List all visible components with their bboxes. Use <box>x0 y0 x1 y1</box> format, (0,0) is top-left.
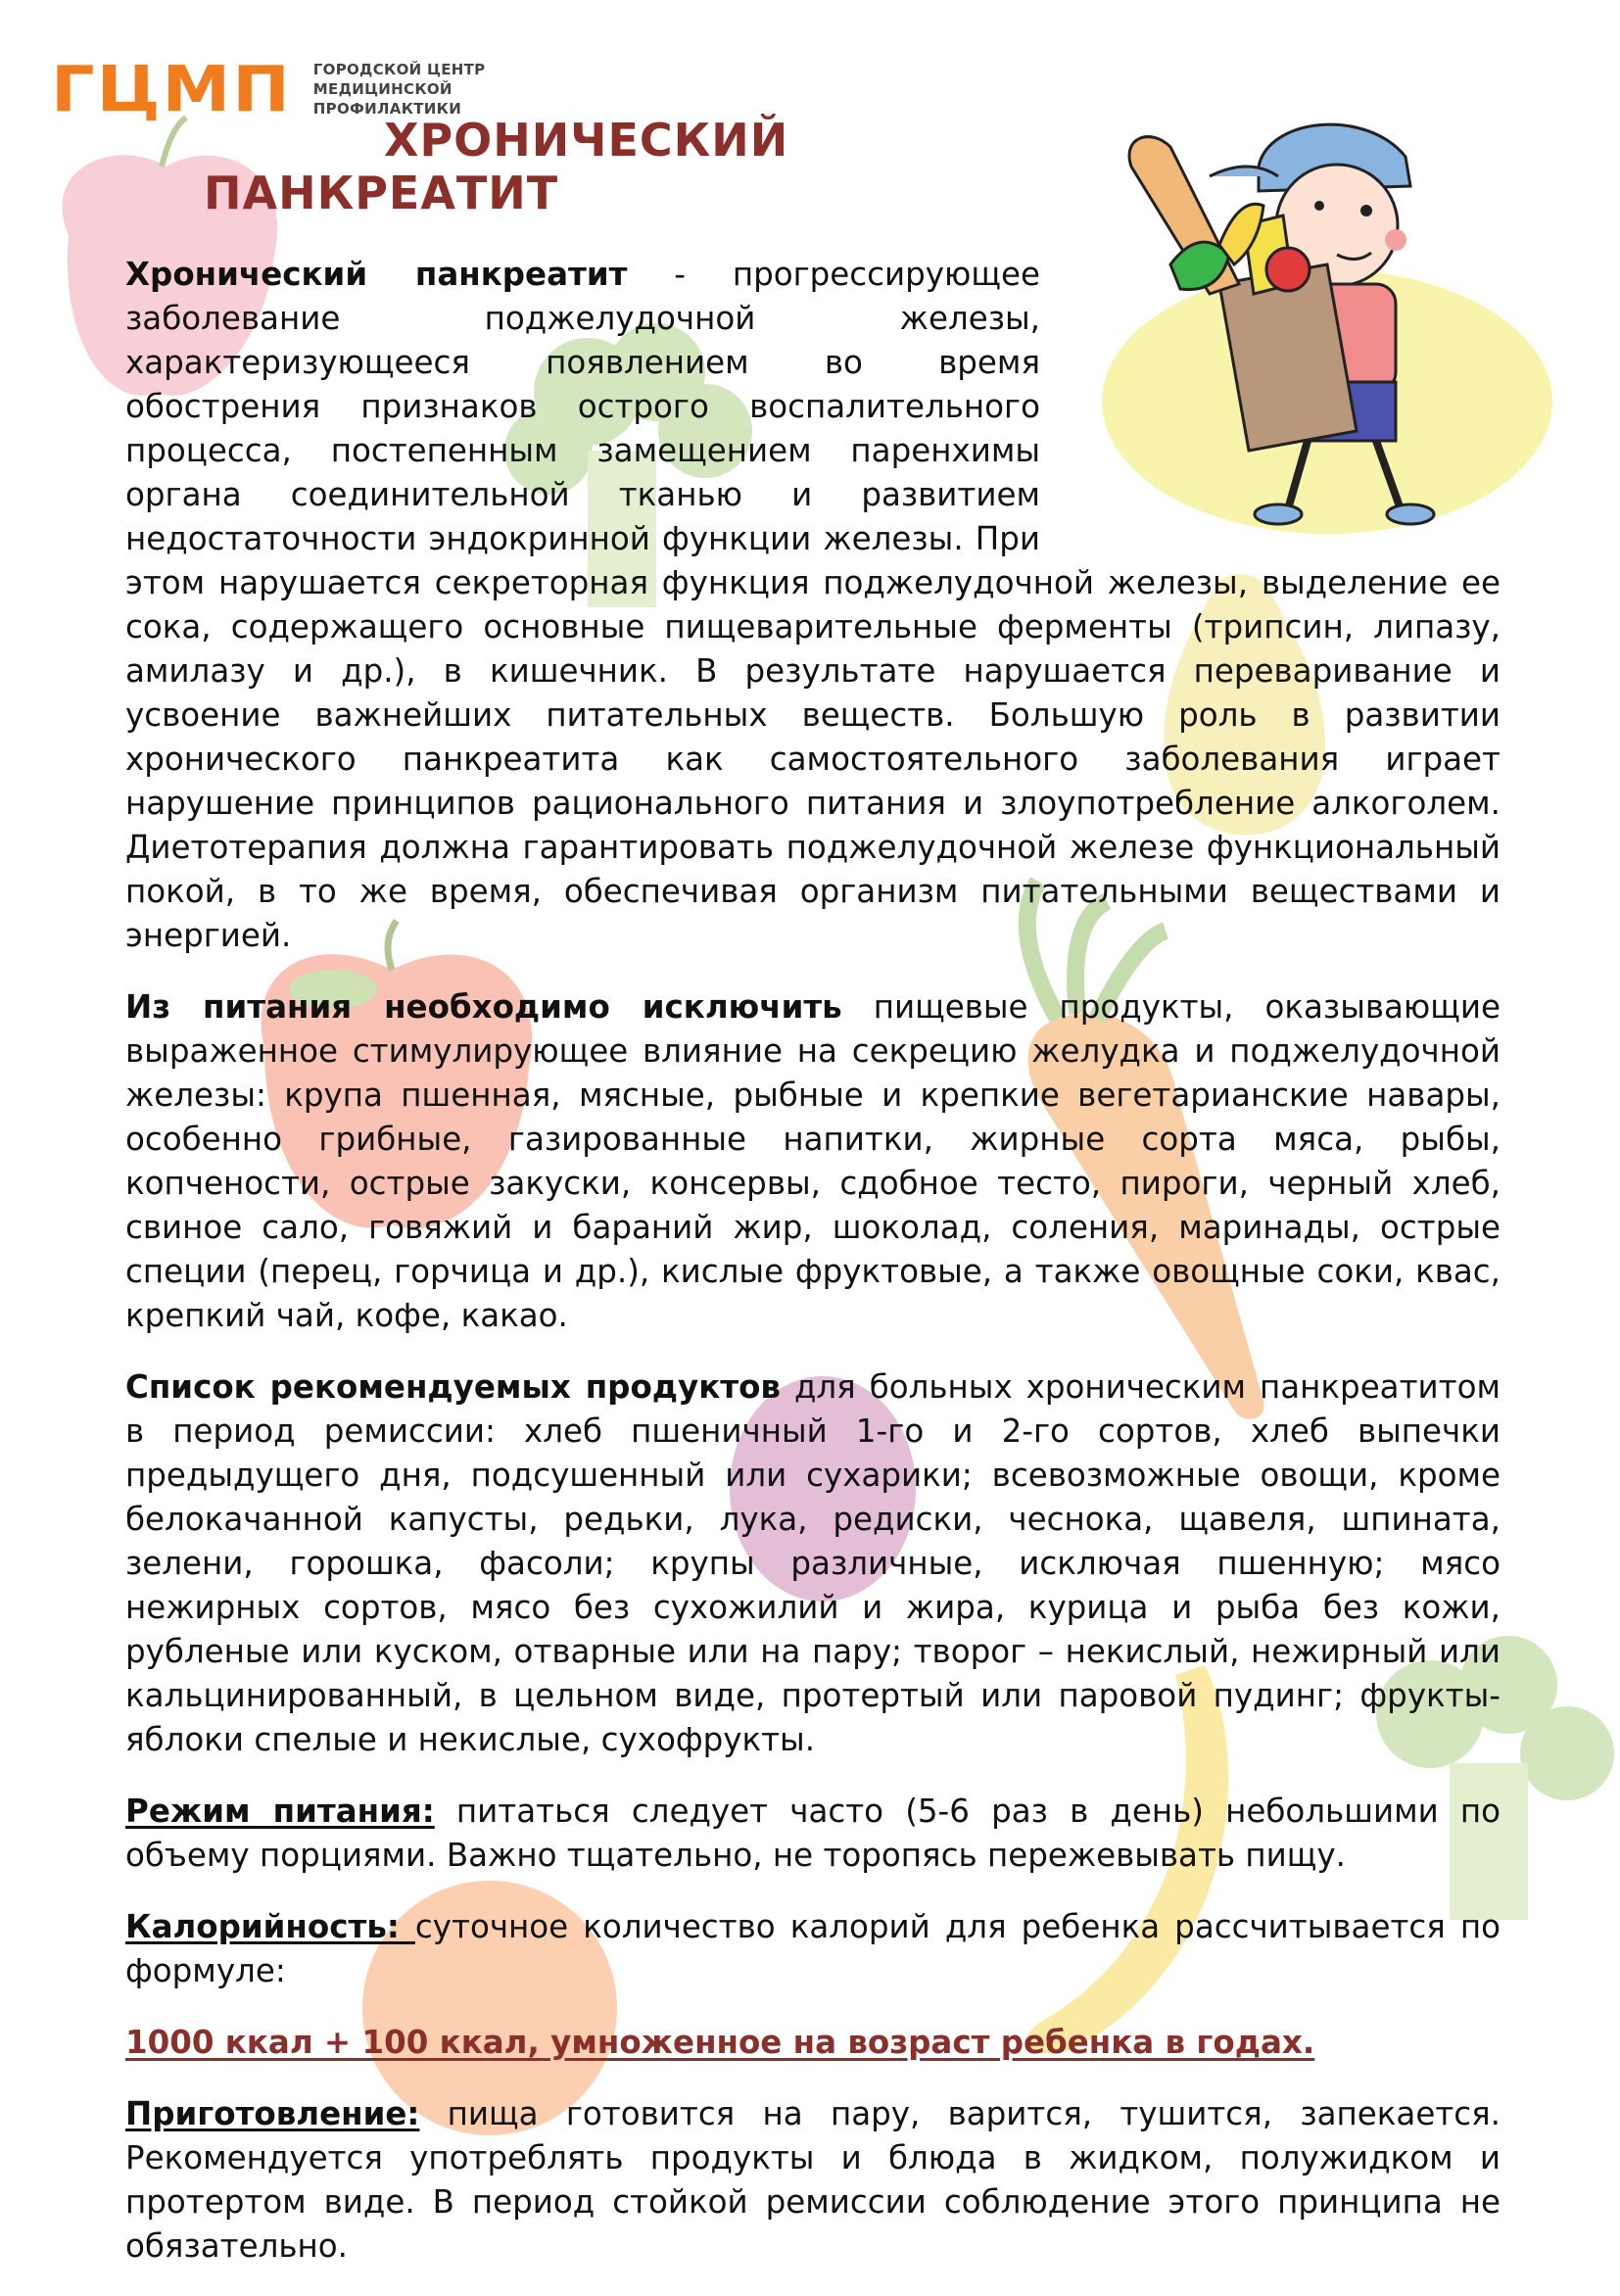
recommended-lead: Список рекомендуемых продуктов <box>125 1368 781 1406</box>
logo-mark: ГЦМП <box>51 52 292 126</box>
intro-text: - прогрессирующее заболевание поджелудочной железы, характеризующееся появлением во время обострения признаков острого воспалительного процесса, постепенным замещением паренхимы органа соединительной тканью и развитием недостаточности эндокринной функции железы. При этом нарушается секреторная функция поджелудочной железы, выделение ее сока, содержащего основные пищеварительные ферменты (трипсин, липазу, амилазу и др.), в кишечник. В результате нарушается переваривание и усвоение важнейших питательных веществ. Большую роль в развитии хронического панкреатита как самостоятельного заболевания играет нарушение принципов рационального питания и злоупотребление алкоголем. Диетотерапия должна гарантировать поджелудочной железе функциональный покой, в то же время, обеспечивая организм питательными веществами и энергией. <box>125 256 1501 954</box>
logo-line: МЕДИЦИНСКОЙ <box>312 80 453 98</box>
logo-line: ПРОФИЛАКТИКИ <box>312 100 462 118</box>
cooking-text: пища готовится на пару, варится, тушится, запекается. Рекомендуется употреблять продукты и блюда в жидком, полужидком и протертом виде. В период стойкой ремиссии соблюдение этого принципа не обязательно. <box>125 2095 1501 2265</box>
cooking-lead: Приготовление: <box>125 2095 420 2132</box>
article-body <box>125 253 1501 2296</box>
regime-paragraph <box>125 1790 1501 1878</box>
calories-paragraph <box>125 1905 1501 1993</box>
exclude-lead: Из питания необходимо исключить <box>125 988 842 1026</box>
illustration-spacer <box>1040 253 1501 547</box>
exclude-paragraph <box>125 985 1501 1338</box>
exclude-text: пищевые продукты, оказывающие выраженное стимулирующее влияние на секрецию желудка и поджелудочной железы: крупа пшенная, мясные, рыбные и крепкие вегетарианские навары, особенно грибные, газированные напитки, жирные сорта мяса, рыбы, копчености, острые закуски, консервы, сдобное тесто, пироги, черный хлеб, свиное сало, говяжий и бараний жир, шоколад, соления, маринады, острые специи (перец, горчица и др.), кислые фруктовые, а также овощные соки, квас, крепкий чай, кофе, какао. <box>125 988 1501 1334</box>
regime-text: питаться следует часто (5-6 раз в день) небольшими по объему порциями. Важно тщательно, не торопясь пережевывать пищу. <box>125 1793 1501 1874</box>
logo-text <box>313 60 486 119</box>
intro-lead: Хронический панкреатит <box>125 256 628 293</box>
logo-line: ГОРОДСКОЙ ЦЕНТР <box>312 61 486 78</box>
calories-lead: Калорийность: <box>125 1908 415 1945</box>
recommended-paragraph <box>125 1365 1501 1762</box>
calories-text: суточное количество калорий для ребенка рассчитывается по формуле: <box>125 1908 1501 1989</box>
cooking-paragraph <box>125 2092 1501 2269</box>
recommended-text: для больных хроническим панкреатитом в период ремиссии: хлеб пшеничный 1-го и 2-го сортов, хлеб выпечки предыдущего дня, подсушенный или сухарики; всевозможные овощи, кроме белокачанной капусты, редьки, лука, редиски, чеснока, щавеля, шпината, зелени, горошка, фасоли; крупы различные, исключая пшенную; мясо нежирных сортов, мясо без сухожилий и жира, курица и рыба без кожи, рубленые или куском, отварные или на пару; творог – некислый, нежирный или кальцинированный, в цельном виде, протертый или паровой пудинг; фрукты- яблоки спелые и некислые, сухофрукты. <box>125 1368 1501 1758</box>
page-title-line-1: ХРОНИЧЕСКИЙ <box>384 114 789 167</box>
regime-lead: Режим питания: <box>125 1793 435 1830</box>
page-title-line-2: ПАНКРЕАТИТ <box>204 167 559 219</box>
calorie-formula: 1000 ккал + 100 ккал, умноженное на возраст ребенка в годах. <box>125 2024 1315 2061</box>
